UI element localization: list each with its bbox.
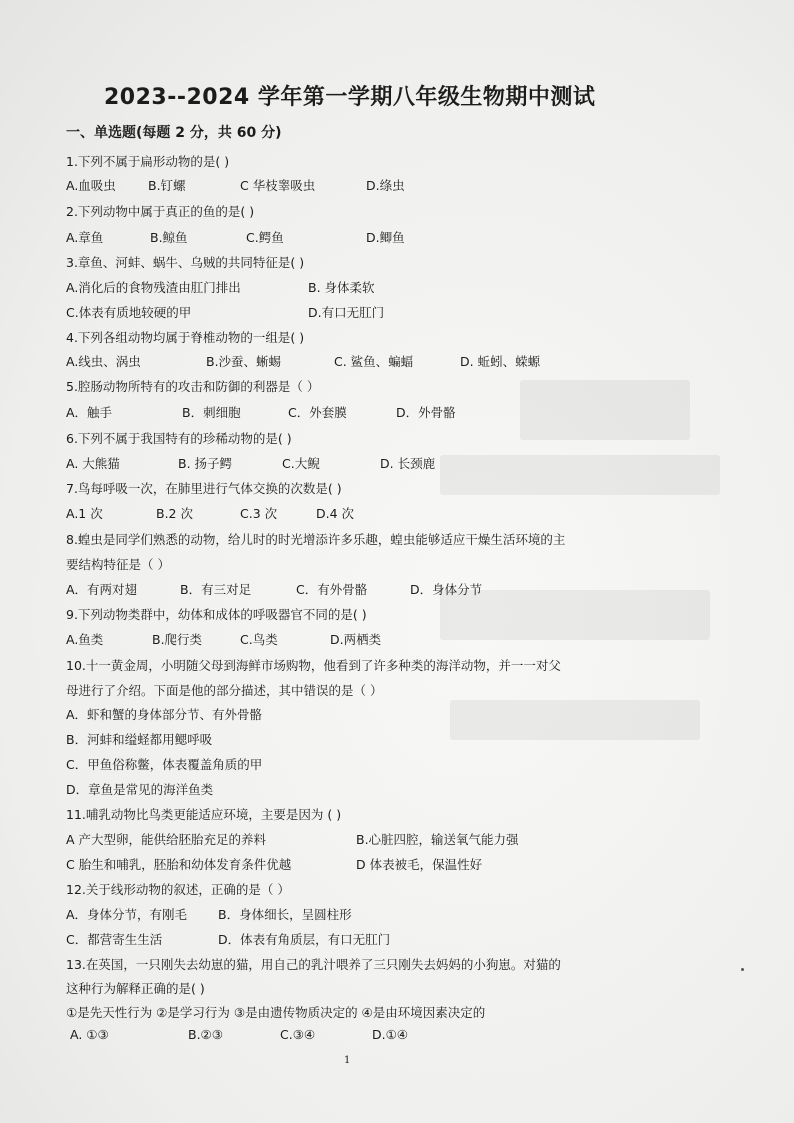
q7-option-b: B.2 次 bbox=[156, 506, 193, 521]
q13-option-a: A. ①③ bbox=[70, 1027, 109, 1042]
q5-option-a: A．触手 bbox=[66, 405, 113, 420]
q7-option-c: C.3 次 bbox=[240, 506, 278, 521]
q11-option-d: D 体表被毛，保温性好 bbox=[356, 857, 483, 872]
q11-option-b: B.心脏四腔，输送氧气能力强 bbox=[356, 832, 519, 847]
q11-option-c: C 胎生和哺乳，胚胎和幼体发育条件优越 bbox=[66, 857, 292, 872]
q7-option-d: D.4 次 bbox=[316, 506, 355, 521]
q9-option-d: D.两栖类 bbox=[330, 632, 382, 647]
exam-title: 2023--2024 学年第一学期八年级生物期中测试 bbox=[104, 85, 596, 110]
question-8-stem: 8.蝗虫是同学们熟悉的动物，给儿时的时光增添许多乐趣，蝗虫能够适应干燥生活环境的主 bbox=[66, 532, 566, 547]
question-13-stem-cont: 这种行为解释正确的是( ) bbox=[66, 981, 205, 996]
q4-option-c: C. 鲨鱼、蝙蝠 bbox=[334, 354, 414, 369]
q1-option-a: A.血吸虫 bbox=[66, 178, 116, 193]
q13-option-c: C.③④ bbox=[280, 1027, 316, 1042]
question-3-stem: 3.章鱼、河蚌、蜗牛、乌贼的共同特征是( ) bbox=[66, 255, 305, 270]
question-1-stem: 1.下列不属于扁形动物的是( ) bbox=[66, 154, 230, 169]
question-5-stem: 5.腔肠动物所特有的攻击和防御的利器是（ ） bbox=[66, 379, 320, 394]
question-9-stem: 9.下列动物类群中，幼体和成体的呼吸器官不同的是( ) bbox=[66, 607, 367, 622]
q13-option-b: B.②③ bbox=[188, 1027, 223, 1042]
q6-option-c: C.大鲵 bbox=[282, 456, 320, 471]
q8-option-a: A．有两对翅 bbox=[66, 582, 138, 597]
q2-option-b: B.鲸鱼 bbox=[150, 230, 188, 245]
q10-option-d: D．章鱼是常见的海洋鱼类 bbox=[66, 782, 214, 797]
question-12-stem: 12.关于线形动物的叙述，正确的是（ ） bbox=[66, 882, 290, 897]
q10-option-c: C．甲鱼俗称鳖，体表覆盖角质的甲 bbox=[66, 757, 263, 772]
q3-option-c: C.体表有质地较硬的甲 bbox=[66, 305, 192, 320]
question-6-stem: 6.下列不属于我国特有的珍稀动物的是( ) bbox=[66, 431, 292, 446]
question-2-stem: 2.下列动物中属于真正的鱼的是( ) bbox=[66, 204, 255, 219]
q9-option-b: B.爬行类 bbox=[152, 632, 203, 647]
q1-option-b: B.钉螺 bbox=[148, 178, 186, 193]
question-10-stem-cont: 母进行了介绍。下面是他的部分描述，其中错误的是（ ） bbox=[66, 683, 383, 698]
q8-option-c: C．有外骨骼 bbox=[296, 582, 368, 597]
q3-option-a: A.消化后的食物残渣由肛门排出 bbox=[66, 280, 241, 295]
question-10-stem: 10.十一黄金周，小明随父母到海鲜市场购物，他看到了许多种类的海洋动物，并一一对父 bbox=[66, 658, 561, 673]
q1-option-d: D.绦虫 bbox=[366, 178, 405, 193]
question-7-stem: 7.鸟每呼吸一次，在肺里进行气体交换的次数是( ) bbox=[66, 481, 342, 496]
bleed-through-mark bbox=[440, 455, 720, 495]
q8-option-b: B．有三对足 bbox=[180, 582, 252, 597]
q1-option-c: C 华枝睾吸虫 bbox=[240, 178, 316, 193]
question-11-stem: 11.哺乳动物比鸟类更能适应环境，主要是因为 ( ) bbox=[66, 807, 342, 822]
q3-option-d: D.有口无肛门 bbox=[308, 305, 385, 320]
q9-option-a: A.鱼类 bbox=[66, 632, 104, 647]
q6-option-d: D. 长颈鹿 bbox=[380, 456, 436, 471]
question-13-statements: ①是先天性行为 ②是学习行为 ③是由遗传物质决定的 ④是由环境因素决定的 bbox=[66, 1005, 486, 1020]
q7-option-a: A.1 次 bbox=[66, 506, 103, 521]
q12-option-d: D．体表有角质层，有口无肛门 bbox=[218, 932, 391, 947]
section-heading: 一、单选题(每题 2 分，共 60 分) bbox=[66, 125, 282, 141]
question-13-stem: 13.在英国，一只刚失去幼崽的猫，用自己的乳汁喂养了三只刚失去妈妈的小狗崽。对猫的 bbox=[66, 957, 561, 972]
q4-option-d: D. 蚯蚓、蝾螈 bbox=[460, 354, 541, 369]
page-number: 1 bbox=[344, 1055, 351, 1066]
q6-option-b: B. 扬子鳄 bbox=[178, 456, 233, 471]
bleed-through-mark bbox=[520, 380, 690, 440]
speck bbox=[741, 968, 744, 971]
q11-option-a: A 产大型卵，能供给胚胎充足的养料 bbox=[66, 832, 267, 847]
q12-option-c: C．都营寄生生活 bbox=[66, 932, 163, 947]
q2-option-a: A.章鱼 bbox=[66, 230, 104, 245]
bleed-through-mark bbox=[450, 700, 700, 740]
q13-option-d: D.①④ bbox=[372, 1027, 409, 1042]
q4-option-a: A.线虫、涡虫 bbox=[66, 354, 141, 369]
question-4-stem: 4.下列各组动物均属于脊椎动物的一组是( ) bbox=[66, 330, 305, 345]
q5-option-c: C．外套膜 bbox=[288, 405, 347, 420]
q9-option-c: C.鸟类 bbox=[240, 632, 278, 647]
q10-option-a: A．虾和蟹的身体部分节、有外骨骼 bbox=[66, 707, 263, 722]
q8-option-d: D．身体分节 bbox=[410, 582, 483, 597]
question-8-stem-cont: 要结构特征是（ ） bbox=[66, 557, 170, 572]
q6-option-a: A. 大熊猫 bbox=[66, 456, 120, 471]
q10-option-b: B．河蚌和缢蛏都用鳃呼吸 bbox=[66, 732, 213, 747]
q3-option-b: B. 身体柔软 bbox=[308, 280, 375, 295]
q2-option-d: D.鲫鱼 bbox=[366, 230, 405, 245]
q12-option-a: A．身体分节，有刚毛 bbox=[66, 907, 188, 922]
q12-option-b: B．身体细长，呈圆柱形 bbox=[218, 907, 352, 922]
q2-option-c: C.鳄鱼 bbox=[246, 230, 284, 245]
q5-option-d: D．外骨骼 bbox=[396, 405, 456, 420]
q4-option-b: B.沙蚕、蜥蜴 bbox=[206, 354, 282, 369]
q5-option-b: B．刺细胞 bbox=[182, 405, 241, 420]
